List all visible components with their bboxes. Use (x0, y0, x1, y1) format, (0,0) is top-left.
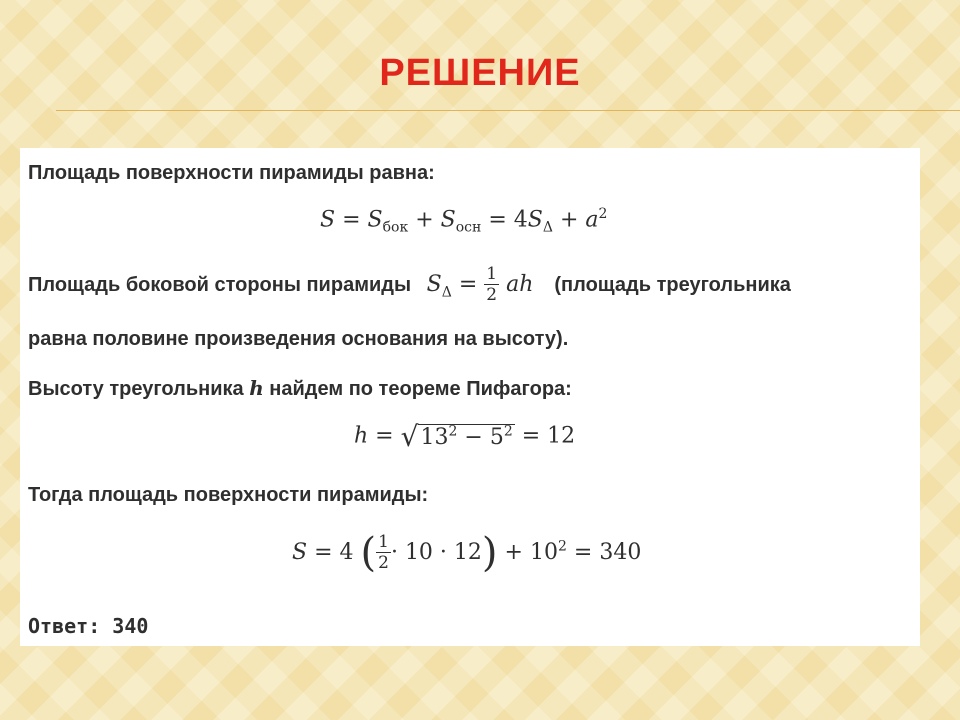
formula-surface-area: $S = S_{бок} + S_{осн} = 4S_\Delta + a^2$ (320, 206, 608, 236)
title-divider (56, 110, 960, 111)
text-line-surface-area: Площадь поверхности пирамиды равна: (28, 162, 435, 184)
text-line-pythagoras: Высоту треугольника h найдем по теореме Пифагора: (28, 376, 572, 400)
text-line-total: Тогда площадь поверхности пирамиды: (28, 484, 429, 506)
text-line-half-product: равна половине произведения основания на высоту). (28, 328, 569, 350)
formula-side-area: $S_\Delta$ = $\frac{1}{2}$ ah (426, 264, 534, 305)
formula-total: S = 4 ( $\frac{1}{2}$ · $10 \cdot 12) + 10^2 = 340$ (292, 530, 642, 576)
text-line-side-area: Площадь боковой стороны пирамиды $S_\Delta$ = $\frac{1}{2}$ ah (площадь треугольника (28, 264, 791, 305)
answer-line: Ответ: 340 (28, 614, 149, 638)
formula-height: $h = √13^2 - 5^2 = 12$ (354, 420, 576, 453)
solution-card (20, 148, 920, 646)
sqrt-icon: $√13^2 - 5^2$ (400, 420, 513, 453)
slide-title: РЕШЕНИЕ (379, 52, 581, 94)
